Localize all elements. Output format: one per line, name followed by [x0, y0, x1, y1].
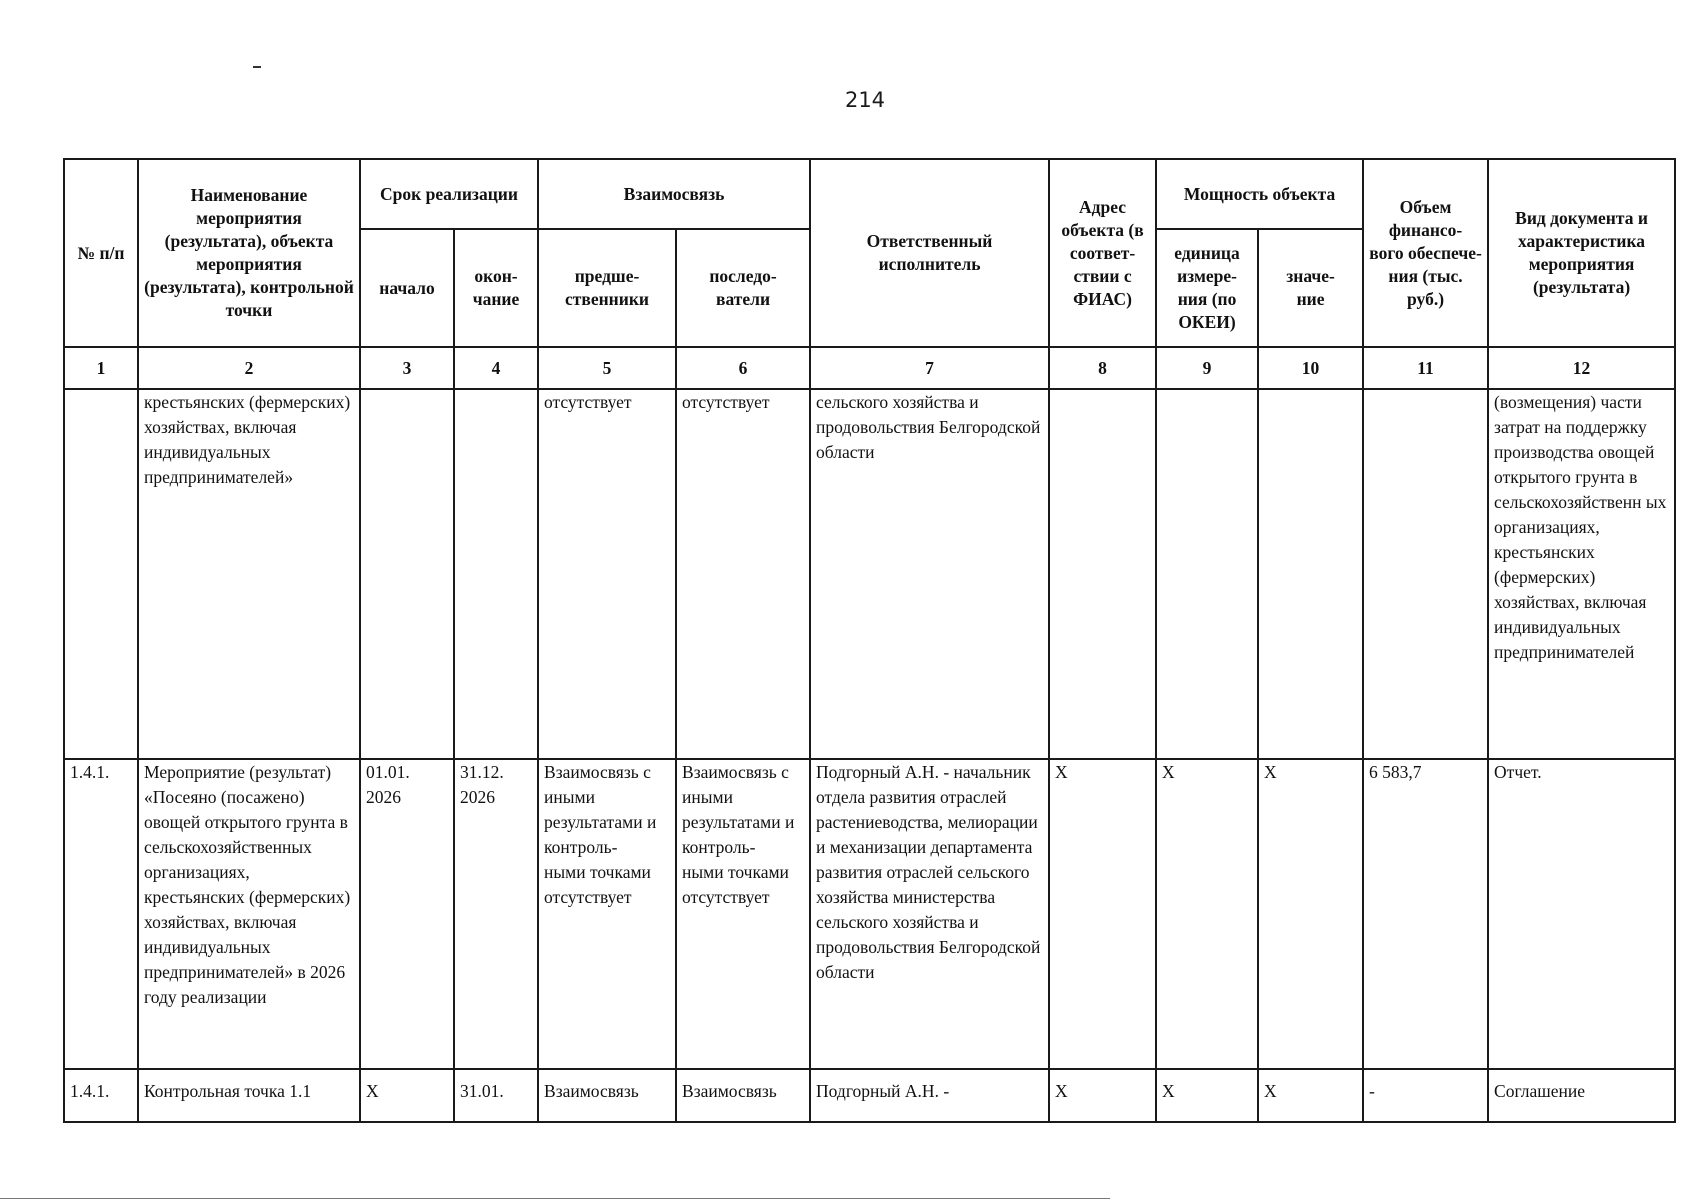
scan-speck — [253, 66, 261, 68]
cell-successors: Взаимосвязь — [676, 1069, 810, 1122]
cell-predecessors: Взаимосвязь с иными результатами и контроль- ными точками отсутствует — [538, 759, 676, 1069]
cell-num — [64, 389, 138, 759]
column-number: 9 — [1156, 347, 1258, 389]
header-period-end: окон- чание — [454, 229, 538, 347]
cell-responsible: сельского хозяйства и продовольствия Белгородской области — [810, 389, 1049, 759]
cell-unit: X — [1156, 1069, 1258, 1122]
header-capacity: Мощность объекта — [1156, 159, 1363, 229]
header-successors: последо- ватели — [676, 229, 810, 347]
column-number: 10 — [1258, 347, 1363, 389]
header-predecessors: предше- ственники — [538, 229, 676, 347]
cell-unit: X — [1156, 759, 1258, 1069]
header-finance: Объем финансо- вого обеспече- ния (тыс. руб.) — [1363, 159, 1488, 347]
cell-finance: - — [1363, 1069, 1488, 1122]
column-number: 2 — [138, 347, 360, 389]
cell-value: X — [1258, 759, 1363, 1069]
page-number: 214 — [844, 88, 886, 112]
header-value: значе- ние — [1258, 229, 1363, 347]
column-number: 4 — [454, 347, 538, 389]
table-row — [64, 759, 1675, 1069]
cell-predecessors: Взаимосвязь — [538, 1069, 676, 1122]
header-doc-type: Вид документа и характеристика мероприятия (результата) — [1488, 159, 1675, 347]
cell-name: Мероприятие (результат) «Посеяно (посажено) овощей открытого грунта в сельскохозяйственных организациях, крестьянских (фермерских) хозяйствах, включая индивидуальных предпринимателей» в 2026 году реализации — [138, 759, 360, 1069]
cell-responsible: Подгорный А.Н. - — [810, 1069, 1049, 1122]
cell-address: X — [1049, 759, 1156, 1069]
header-name: Наименование мероприятия (результата), объекта мероприятия (результата), контрольной точки — [138, 159, 360, 347]
cell-num: 1.4.1. — [64, 759, 138, 1069]
header-address: Адрес объекта (в соответ- ствии с ФИАС) — [1049, 159, 1156, 347]
cell-responsible: Подгорный А.Н. - начальник отдела развития отраслей растениеводства, мелиорации и механизации департамента развития отраслей сельского хозяйства министерства сельского хозяйства и продовольствия Белгородской области — [810, 759, 1049, 1069]
header-unit: единица измере- ния (по ОКЕИ) — [1156, 229, 1258, 347]
header-row-1 — [64, 159, 1675, 229]
scan-edge-line — [0, 1198, 1110, 1199]
cell-successors: Взаимосвязь с иными результатами и контроль- ными точками отсутствует — [676, 759, 810, 1069]
column-number: 8 — [1049, 347, 1156, 389]
cell-num: 1.4.1. — [64, 1069, 138, 1122]
header-num: № п/п — [64, 159, 138, 347]
cell-name: Контрольная точка 1.1 — [138, 1069, 360, 1122]
cell-start: 01.01. 2026 — [360, 759, 454, 1069]
column-number: 5 — [538, 347, 676, 389]
column-number: 11 — [1363, 347, 1488, 389]
cell-name: крестьянских (фермерских) хозяйствах, включая индивидуальных предпринимателей» — [138, 389, 360, 759]
cell-value: X — [1258, 1069, 1363, 1122]
header-period-start: начало — [360, 229, 454, 347]
cell-finance — [1363, 389, 1488, 759]
column-number: 1 — [64, 347, 138, 389]
cell-unit — [1156, 389, 1258, 759]
cell-address — [1049, 389, 1156, 759]
cell-end — [454, 389, 538, 759]
column-number: 6 — [676, 347, 810, 389]
column-number: 12 — [1488, 347, 1675, 389]
column-number: 7 — [810, 347, 1049, 389]
column-number: 3 — [360, 347, 454, 389]
table-row — [64, 389, 1675, 759]
cell-address: X — [1049, 1069, 1156, 1122]
header-responsible: Ответственный исполнитель — [810, 159, 1049, 347]
cell-start: X — [360, 1069, 454, 1122]
cell-end: 31.12. 2026 — [454, 759, 538, 1069]
cell-doc-type: (возмещения) части затрат на поддержку производства овощей открытого грунта в сельскохозяйственн ых организациях, крестьянских (фермерских) хозяйствах, включая индивидуальных предпринимателей — [1488, 389, 1675, 759]
cell-start — [360, 389, 454, 759]
cell-end: 31.01. — [454, 1069, 538, 1122]
header-period: Срок реализации — [360, 159, 538, 229]
cell-doc-type: Соглашение — [1488, 1069, 1675, 1122]
cell-predecessors: отсутствует — [538, 389, 676, 759]
cell-doc-type: Отчет. — [1488, 759, 1675, 1069]
cell-value — [1258, 389, 1363, 759]
cell-successors: отсутствует — [676, 389, 810, 759]
column-number-row — [64, 347, 1675, 389]
plan-table — [63, 158, 1676, 1123]
table-row — [64, 1069, 1675, 1122]
header-relation: Взаимосвязь — [538, 159, 810, 229]
cell-finance: 6 583,7 — [1363, 759, 1488, 1069]
